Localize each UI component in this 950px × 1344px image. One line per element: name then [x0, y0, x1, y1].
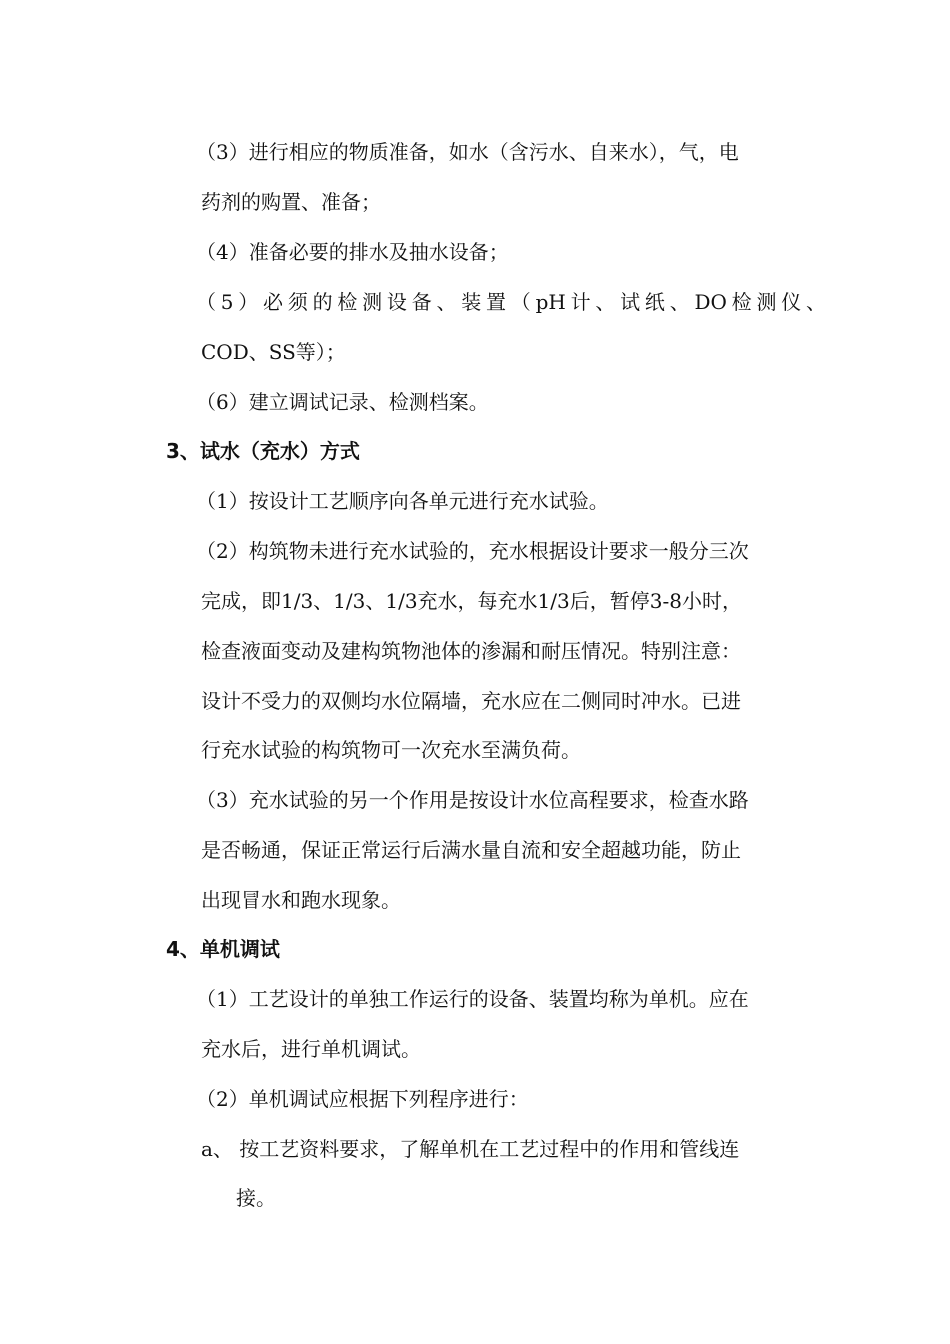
text-line-item-5: （5）必须的检测设备、装置（pH计、试纸、DO检测仪、: [196, 290, 826, 314]
text-line-4-1: （1）工艺设计的单独工作运行的设备、装置均称为单机。应在: [196, 987, 749, 1011]
text-line-4-1-cont: 充水后，进行单机调试。: [201, 1037, 421, 1061]
text-line-3-3-cont-1: 是否畅通，保证正常运行后满水量自流和安全超越功能，防止: [201, 838, 741, 862]
text-line-item-6: （6）建立调试记录、检测档案。: [196, 390, 489, 414]
text-line-4-2-a: a、 按工艺资料要求，了解单机在工艺过程中的作用和管线连: [201, 1137, 740, 1161]
text-line-4-2: （2）单机调试应根据下列程序进行：: [196, 1087, 529, 1111]
text-line-4-2-a-cont: 接。: [236, 1186, 276, 1210]
text-line-item-3-prep: （3）进行相应的物质准备，如水（含污水、自来水），气，电: [196, 140, 739, 164]
text-line-3-2: （2）构筑物未进行充水试验的，充水根据设计要求一般分三次: [196, 539, 749, 563]
section-heading-4: 4、单机调试: [166, 937, 280, 961]
section-heading-3: 3、试水（充水）方式: [166, 439, 360, 463]
text-line-3-2-cont-2: 检查液面变动及建构筑物池体的渗漏和耐压情况。特别注意：: [201, 639, 741, 663]
text-line-item-3-cont: 药剂的购置、准备；: [201, 190, 381, 214]
text-line-item-5-cont: COD、SS等）；: [201, 340, 346, 364]
text-line-item-4: （4）准备必要的排水及抽水设备；: [196, 240, 509, 264]
text-line-3-3-cont-2: 出现冒水和跑水现象。: [201, 888, 401, 912]
text-line-3-2-cont-1: 完成，即1/3、1/3、1/3充水，每充水1/3后，暂停3-8小时，: [201, 589, 742, 613]
text-line-3-3: （3）充水试验的另一个作用是按设计水位高程要求，检查水路: [196, 788, 749, 812]
text-line-3-2-cont-4: 行充水试验的构筑物可一次充水至满负荷。: [201, 738, 581, 762]
text-line-3-1: （1）按设计工艺顺序向各单元进行充水试验。: [196, 489, 609, 513]
text-line-3-2-cont-3: 设计不受力的双侧均水位隔墙，充水应在二侧同时冲水。已进: [201, 689, 741, 713]
